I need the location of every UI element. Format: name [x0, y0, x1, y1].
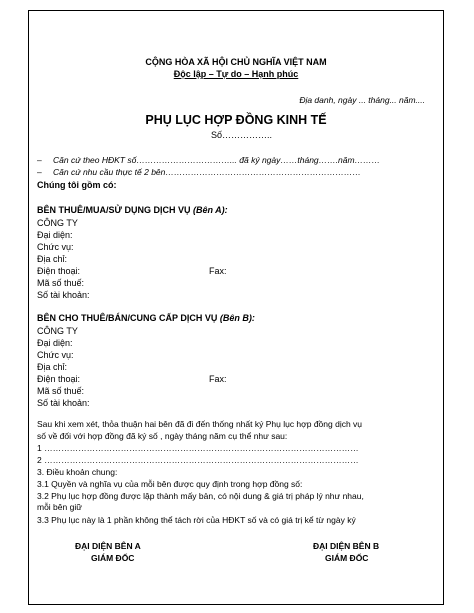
document-title: PHỤ LỤC HỢP ĐỒNG KINH TẾ [145, 113, 327, 127]
clause-3-2-continued: mỗi bên giữ [37, 502, 82, 512]
party-a-heading-text: BÊN THUÊ/MUA/SỬ DỤNG DỊCH VỤ [37, 205, 191, 215]
party-a-position: Chức vụ: [37, 242, 74, 252]
signature-a-title: ĐẠI DIỆN BÊN A [75, 541, 141, 551]
agreement-line-2: số về đối với hợp đồng đã ký số , ngày tháng năm cụ thể như sau: [37, 431, 288, 441]
clause-3-2: 3.2 Phụ lục hợp đồng được lập thành mấy bản, có nội dung & giá trị pháp lý như nhau, [37, 491, 364, 501]
place-date-line: Địa danh, ngày ... tháng... năm.... [299, 95, 425, 105]
party-b-account: Số tài khoản: [37, 398, 90, 408]
signature-b-title: ĐẠI DIỆN BÊN B [313, 541, 380, 551]
party-a-representative: Đại diện: [37, 230, 73, 240]
party-b-tax-code: Mã số thuế: [37, 386, 85, 396]
party-b-heading-text: BÊN CHO THUÊ/BÁN/CUNG CẤP DỊCH VỤ [37, 313, 218, 323]
party-b-company: CÔNG TY [37, 326, 78, 336]
national-motto: Độc lập – Tự do – Hạnh phúc [173, 69, 299, 79]
agreement-item-1: 1 ………………………………………………………………………………………………… [37, 443, 359, 453]
party-a-fax: Fax: [209, 266, 227, 276]
party-a-heading [37, 205, 228, 215]
clause-3-3: 3.3 Phụ lục này là 1 phần không thể tách rời của HĐKT số và có giá trị kể từ ngày ký [37, 515, 356, 525]
parties-intro: Chúng tôi gồm có: [37, 180, 117, 190]
party-b-heading-suffix: (Bên B): [219, 313, 255, 323]
basis-item-1: Căn cứ theo HĐKT số……………………………... đã ký ngày……tháng…….năm……… [53, 155, 381, 165]
basis-bullet-1: – [37, 155, 42, 165]
party-b-address: Địa chỉ: [37, 362, 68, 372]
party-a-address: Địa chỉ: [37, 254, 68, 264]
signature-b-role: GIÁM ĐỐC [325, 553, 369, 563]
document-number: Số…………….. [211, 130, 273, 140]
party-b-fax: Fax: [209, 374, 227, 384]
agreement-line-1: Sau khi xem xét, thỏa thuận hai bên đã đi đến thống nhất ký Phụ lục hợp đồng dịch vụ [37, 419, 363, 429]
party-b-position: Chức vụ: [37, 350, 74, 360]
general-terms-title: 3. Điều khoản chung: [37, 467, 118, 477]
party-a-phone: Điện thoại: [37, 266, 81, 276]
party-a-company: CÔNG TY [37, 218, 78, 228]
document-page [28, 10, 444, 605]
signature-a-role: GIÁM ĐỐC [91, 553, 135, 563]
agreement-item-2: 2 ………………………………………………………………………………………………… [37, 455, 359, 465]
party-a-tax-code: Mã số thuế: [37, 278, 85, 288]
party-b-heading [37, 313, 255, 323]
party-a-heading-suffix: (Bên A): [193, 205, 228, 215]
country-name: CỘNG HÒA XÃ HỘI CHỦ NGHĨA VIỆT NAM [145, 57, 327, 67]
party-a-account: Số tài khoản: [37, 290, 90, 300]
party-b-phone: Điện thoại: [37, 374, 81, 384]
party-b-representative: Đại diện: [37, 338, 73, 348]
basis-bullet-2: – [37, 167, 42, 177]
basis-item-2: Căn cứ nhu cầu thực tế 2 bên…………………………………………………………… [53, 167, 361, 177]
clause-3-1: 3.1 Quyền và nghĩa vụ của mỗi bên được quy định trong hợp đồng số: [37, 479, 303, 489]
